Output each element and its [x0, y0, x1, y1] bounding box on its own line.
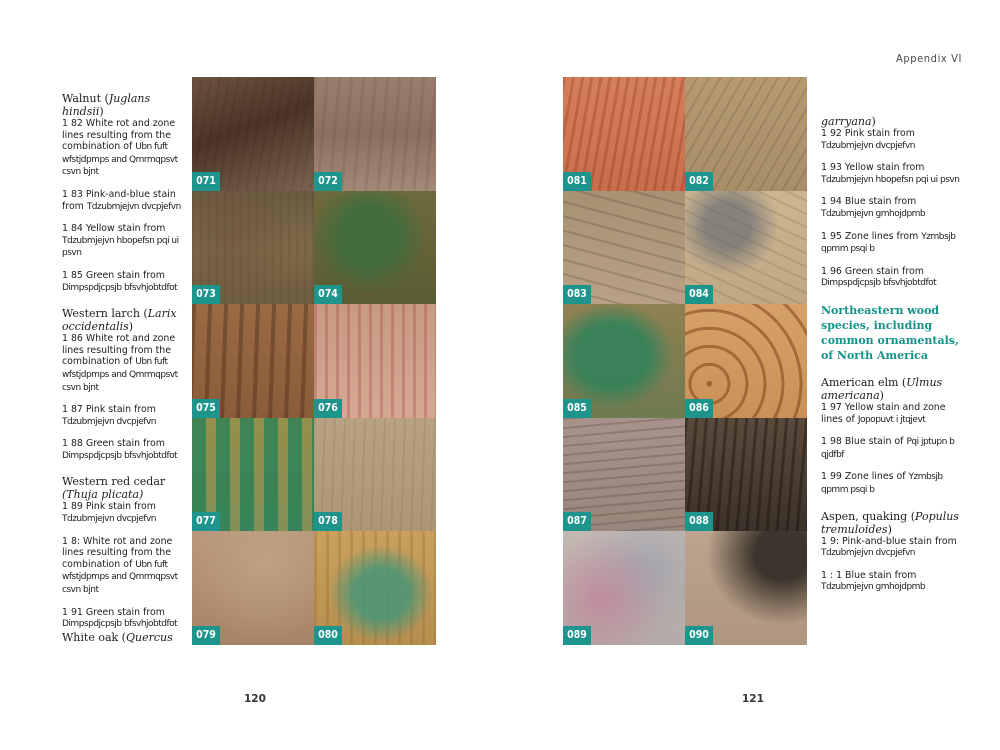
wood-sample-073 [192, 191, 314, 305]
sample-number-badge: 090 [685, 626, 713, 645]
right-caption-column [821, 115, 961, 594]
wood-sample-090 [685, 531, 807, 645]
species-heading-larch: Western larch (Larix occidentalis) [62, 307, 177, 334]
wood-sample-082 [685, 77, 807, 191]
species-heading-oak-continued: garryana) [821, 115, 876, 128]
caption-182: 1 82 White rot and zone lines resulting from the combination of Ubn fuft wfstjdpmps and Qmrmqpsvt csvn bjnt [62, 118, 178, 178]
sample-number-badge: 073 [192, 285, 220, 304]
sample-number-badge: 076 [314, 399, 342, 418]
sample-number-badge: 084 [685, 285, 713, 304]
wood-sample-084 [685, 191, 807, 305]
caption-189: 1 89 Pink stain from Tdzubmjejvn dvcpjefvn [62, 501, 156, 525]
caption-197: 1 97 Yellow stain and zone lines of Jopopuvt i jtqjevt [821, 401, 946, 425]
wood-sample-079 [192, 531, 314, 645]
sample-number-badge: 077 [192, 512, 220, 531]
caption-198: 1 98 Blue stain of Pqi jptupn b qjdfbf [821, 436, 955, 460]
sample-number-badge: 081 [563, 172, 591, 191]
wood-sample-072 [314, 77, 436, 191]
caption-185: 1 85 Green stain from Dimpspdjcpsjb bfsvhjobtdfot [62, 269, 178, 293]
sample-number-badge: 082 [685, 172, 713, 191]
section-label: Appendix VI [895, 52, 962, 65]
sample-number-badge: 085 [563, 399, 591, 418]
caption-196: 1 96 Green stain from Dimpspdjcpsjb bfsvhjobtdfot [821, 265, 937, 289]
wood-sample-075 [192, 304, 314, 418]
caption-191: 1 91 Green stain from Dimpspdjcpsjb bfsvhjobtdfot [62, 606, 178, 630]
sample-number-badge: 079 [192, 626, 220, 645]
caption-199: 1 99 Zone lines of Yzmbsjb qpmm psqi b [821, 471, 943, 495]
sample-number-badge: 087 [563, 512, 591, 531]
page-number-left: 120 [244, 693, 266, 705]
wood-sample-078 [314, 418, 436, 532]
wood-sample-074 [314, 191, 436, 305]
caption-1x1: 1 : 1 Blue stain from Tdzubmjejvn gmhojdpmb [821, 569, 926, 593]
caption-188: 1 88 Green stain from Dimpspdjcpsjb bfsvhjobtdfot [62, 438, 178, 461]
wood-sample-086 [685, 304, 807, 418]
wood-sample-083 [563, 191, 685, 305]
right-specimen-grid [563, 77, 807, 645]
species-heading-oak: White oak (Quercus [62, 630, 173, 644]
wood-sample-088 [685, 418, 807, 532]
caption-195: 1 95 Zone lines from Yzmbsjb qpmm psqi b [821, 230, 956, 255]
wood-sample-077 [192, 418, 314, 532]
wood-sample-080 [314, 531, 436, 645]
sample-number-badge: 083 [563, 285, 591, 304]
sample-number-badge: 078 [314, 512, 342, 531]
species-heading-aspen: Aspen, quaking (Populus tremuloides) [821, 509, 959, 536]
caption-19x: 1 9: Pink-and-blue stain from Tdzubmjejvn dvcpjefvn [821, 535, 957, 559]
page-number-right: 121 [742, 693, 764, 705]
wood-sample-081 [563, 77, 685, 191]
caption-186: 1 86 White rot and zone lines resulting from the combination of Ubn fuft wfstjdpmps and Qmrmqpsvt csvn bjnt [62, 333, 178, 393]
sample-number-badge: 071 [192, 172, 220, 191]
caption-183: 1 83 Pink-and-blue stain from Tdzubmjejvn dvcpjefvn [62, 188, 181, 212]
sample-number-badge: 088 [685, 512, 713, 531]
caption-187: 1 87 Pink stain from Tdzubmjejvn dvcpjefvn [62, 404, 156, 427]
caption-193: 1 93 Yellow stain from Tdzubmjejvn hbopefsn pqi ui psvn [821, 162, 960, 185]
caption-194: 1 94 Blue stain from Tdzubmjejvn gmhojdpmb [821, 196, 926, 219]
caption-184: 1 84 Yellow stain from Tdzubmjejvn hbopefsn pqi ui psvn [62, 223, 179, 259]
species-heading-elm: American elm (Ulmus americana) [821, 375, 943, 402]
wood-sample-076 [314, 304, 436, 418]
sample-number-badge: 089 [563, 626, 591, 645]
sample-number-badge: 074 [314, 285, 342, 304]
wood-sample-087 [563, 418, 685, 532]
species-heading-cedar: Western red cedar (Thuja plicata) [62, 475, 166, 502]
left-specimen-grid [192, 77, 436, 645]
sample-number-badge: 072 [314, 172, 342, 191]
section-heading: Northeastern wood species, including common ornamentals, of North America [821, 303, 959, 362]
sample-number-badge: 080 [314, 626, 342, 645]
sample-number-badge: 075 [192, 399, 220, 418]
wood-sample-071 [192, 77, 314, 191]
caption-192: 1 92 Pink stain from Tdzubmjejvn dvcpjefvn [821, 128, 915, 151]
wood-sample-089 [563, 531, 685, 645]
species-heading-walnut: Walnut (Juglans hindsii) [62, 92, 151, 118]
caption-18x: 1 8: White rot and zone lines resulting from the combination of Ubn fuft wfstjdpmps and Qmrmqpsvt csvn bjnt [62, 535, 178, 596]
left-caption-column [62, 92, 190, 644]
sample-number-badge: 086 [685, 399, 713, 418]
wood-sample-085 [563, 304, 685, 418]
